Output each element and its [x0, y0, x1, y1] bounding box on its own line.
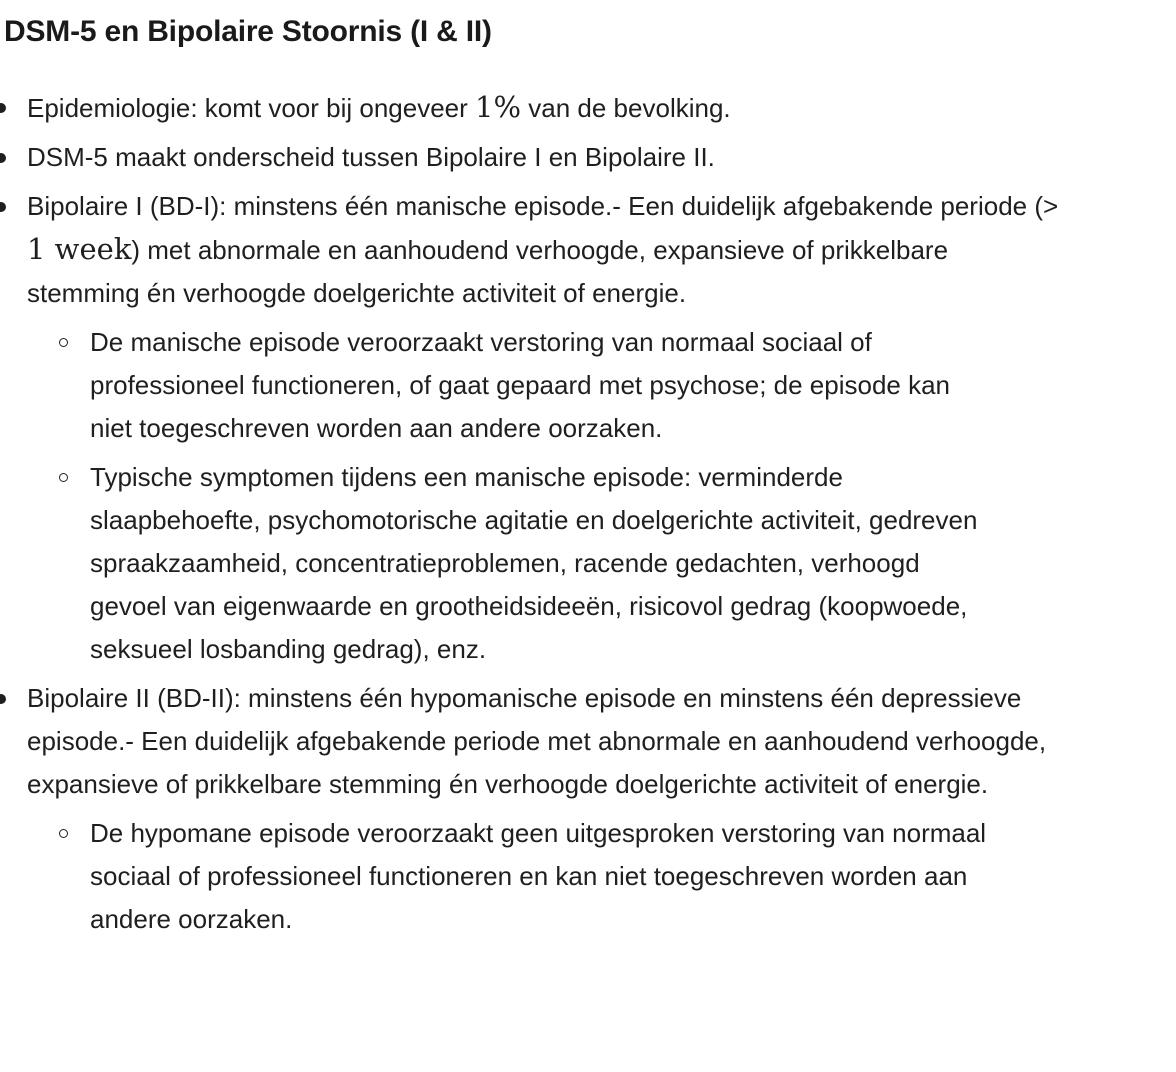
bullet-circle-icon	[59, 473, 68, 482]
list-item-text: van de bevolking.	[521, 93, 731, 123]
bullet-disc-icon	[0, 202, 6, 212]
sub-list	[27, 321, 1067, 671]
sub-list	[27, 812, 1047, 941]
bullet-disc-icon	[0, 103, 6, 113]
bullet-disc-icon	[0, 153, 6, 163]
list-item-dsm5-distinction	[0, 136, 1100, 179]
bullet-list	[0, 86, 1100, 947]
list-item-text: ) met abnormale en aanhoudend verhoogde, expansieve of prikkelbare stemming én verhoogde doelgerichte activiteit of energie.	[27, 235, 949, 308]
list-item-text: Bipolaire I (BD-I): minstens één manische episode.- Een duidelijk afgebakende periode (>	[27, 191, 1059, 221]
sub-list-item-manic-impairment	[27, 321, 995, 450]
sub-list-item-text: Typische symptomen tijdens een manische episode: verminderde slaapbehoefte, psychomotorische agitatie en doelgerichte activiteit, gedreven spraakzaamheid, concentratieproblemen, racende gedachten, verhoogd gevoel van eigenwaarde en grootheidsideeën, risicovol gedrag (koopwoede, seksueel losbanding gedrag), enz.	[90, 462, 978, 664]
sub-list-item-text: De manische episode veroorzaakt verstoring van normaal sociaal of professioneel functioneren, of gaat gepaard met psychose; de episode kan niet toegeschreven worden aan andere oorzaken.	[90, 327, 951, 443]
math-expression: 1%	[475, 90, 522, 124]
list-item-bipolar-2	[0, 677, 1047, 941]
sub-list-item-manic-symptoms	[27, 456, 995, 671]
bullet-circle-icon	[59, 338, 68, 347]
sub-list-item-text: De hypomane episode veroorzaakt geen uitgesproken verstoring van normaal sociaal of professioneel functioneren en kan niet toegeschreven worden aan andere oorzaken.	[90, 818, 987, 934]
list-item-bipolar-1	[0, 185, 1067, 671]
bullet-disc-icon	[0, 694, 6, 704]
bullet-circle-icon	[59, 829, 68, 838]
list-item-text: DSM-5 maakt onderscheid tussen Bipolaire I en Bipolaire II.	[27, 142, 715, 172]
list-item-epidemiology	[0, 86, 1100, 130]
list-item-text: Epidemiologie: komt voor bij ongeveer	[27, 93, 476, 123]
list-item-text: Bipolaire II (BD-II): minstens één hypomanische episode en minstens één depressieve episode.- Een duidelijk afgebakende periode met abnormale en aanhoudend verhoogde, expansieve of prikkelbare stemming én verhoogde doelgerichte activiteit of energie.	[27, 683, 1047, 799]
page-title: DSM-5 en Bipolaire Stoornis (I & II)	[4, 15, 492, 48]
math-expression: 1 week	[27, 232, 132, 266]
sub-list-item-hypomanic-impairment	[27, 812, 995, 941]
